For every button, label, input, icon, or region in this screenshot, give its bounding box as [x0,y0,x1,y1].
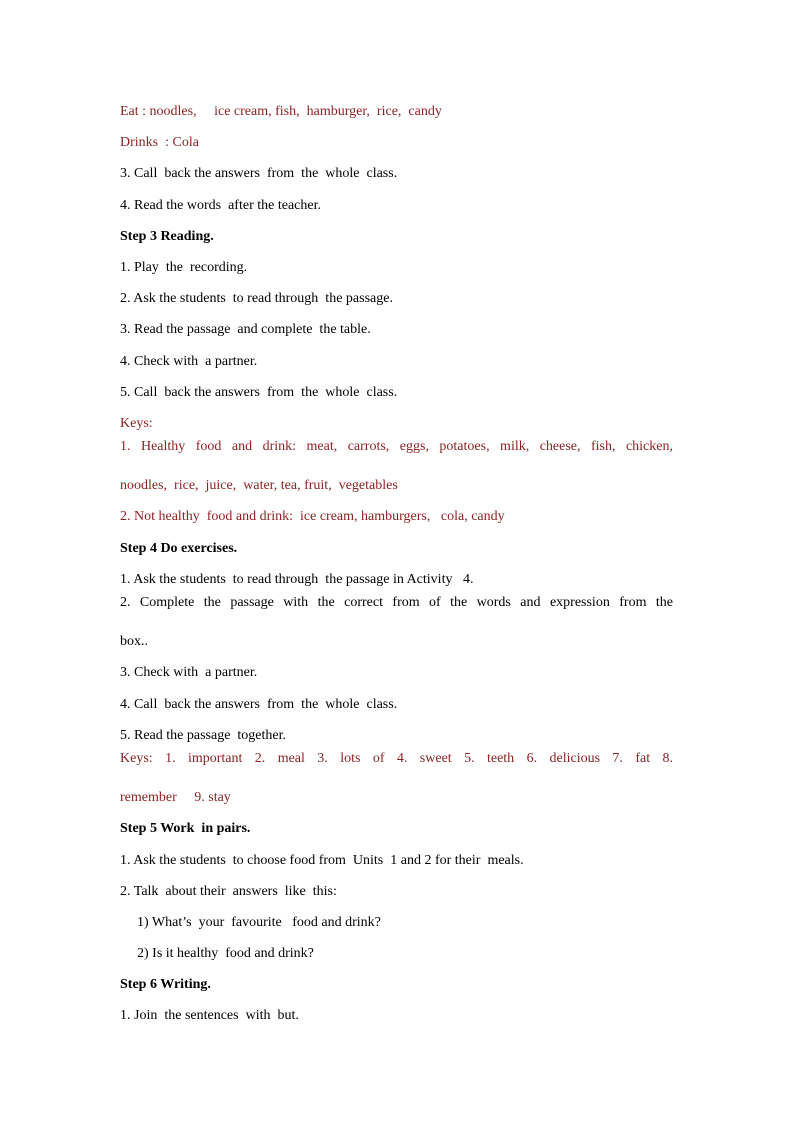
step6-item-1: 1. Join the sentences with but. [120,1008,299,1024]
step6-heading: Step 6 Writing. [120,977,211,993]
step4-item-5: 5. Read the passage together. [120,727,287,743]
step4-heading: Step 4 Do exercises. [120,540,238,556]
step3-item-3: 3. Read the passage and complete the table. [120,322,371,338]
step4-item-3: 3. Check with a partner. [120,665,258,681]
drinks-list-line: Drinks : Cola [120,135,199,151]
step2-item-3: 3. Call back the answers from the whole class. [120,166,398,182]
step3-keys-label: Keys: [120,415,153,431]
step4-keys-cont: remember 9. stay [120,790,231,806]
step3-heading: Step 3 Reading. [120,228,214,244]
step4-keys: Keys: 1. important 2. meal 3. lots of 4. sweet 5. teeth 6. delicious 7. fat 8. [120,750,673,766]
step3-key-not-healthy: 2. Not healthy food and drink: ice cream, hamburgers, cola, candy [120,509,505,525]
step4-item-1: 1. Ask the students to read through the passage in Activity 4. [120,571,474,587]
step5-item-2: 2. Talk about their answers like this: [120,883,337,899]
step3-key-healthy-cont: noodles, rice, juice, water, tea, fruit, vegetables [120,478,398,494]
step3-item-1: 1. Play the recording. [120,259,248,275]
step4-item-2: 2. Complete the passage with the correct from of the words and expression from the [120,595,673,610]
step3-item-4: 4. Check with a partner. [120,353,258,369]
step3-key-healthy: 1. Healthy food and drink: meat, carrots, eggs, potatoes, milk, cheese, fish, chicken, [120,439,673,455]
step2-item-4: 4. Read the words after the teacher. [120,197,321,213]
step3-item-2: 2. Ask the students to read through the passage. [120,291,393,307]
step5-item-1: 1. Ask the students to choose food from Units 1 and 2 for their meals. [120,852,524,868]
eat-list-line: Eat : noodles, ice cream, fish, hamburger, rice, candy [120,104,442,119]
document-page [120,96,673,1032]
step3-item-5: 5. Call back the answers from the whole class. [120,384,398,400]
step5-question-2: 2) Is it healthy food and drink? [137,946,314,962]
step4-item-2-cont: box.. [120,634,148,650]
step4-item-4: 4. Call back the answers from the whole class. [120,696,398,712]
step5-question-1: 1) What’s your favourite food and drink? [137,914,381,930]
step5-heading: Step 5 Work in pairs. [120,821,251,837]
